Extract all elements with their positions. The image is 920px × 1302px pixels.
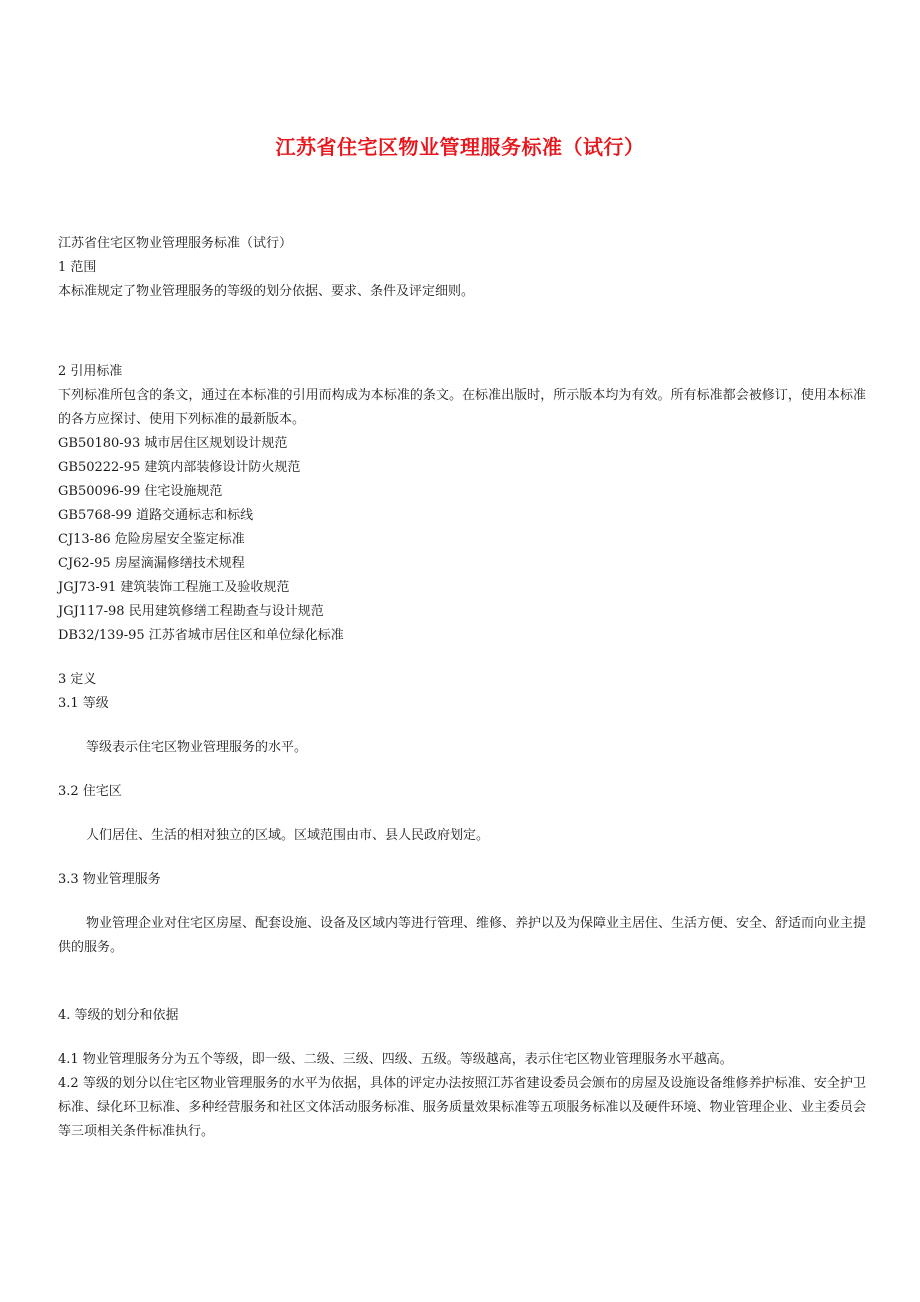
standard-item: JGJ73-91 建筑装饰工程施工及验收规范 — [58, 580, 290, 595]
section-2-heading: 2 引用标准 — [58, 364, 123, 379]
standard-item: GB5768-99 道路交通标志和标线 — [58, 508, 254, 523]
section-3-1-text: 等级表示住宅区物业管理服务的水平。 — [86, 740, 308, 755]
header-line: 江苏省住宅区物业管理服务标准（试行） — [58, 236, 293, 251]
standard-item: GB50180-93 城市居住区规划设计规范 — [58, 436, 288, 451]
section-3-2-text: 人们居住、生活的相对独立的区域。区域范围由市、县人民政府划定。 — [86, 828, 490, 843]
standard-item: GB50222-95 建筑内部装修设计防火规范 — [58, 460, 301, 475]
section-2-text: 下列标准所包含的条文，通过在本标准的引用而构成为本标准的条文。在标准出版时，所示版本均为有效。所有标准都会被修订，使用本标准的各方应探讨、使用下列标准的最新版本。 — [58, 388, 866, 427]
section-4-heading: 4. 等级的划分和依据 — [58, 1008, 179, 1023]
section-3-3-text: 物业管理企业对住宅区房屋、配套设施、设备及区域内等进行管理、维修、养护以及为保障业主居住、生活方便、安全、舒适而向业主提供的服务。 — [58, 916, 867, 955]
standard-item: CJ13-86 危险房屋安全鉴定标准 — [58, 532, 245, 547]
standard-item: DB32/139-95 江苏省城市居住区和单位绿化标准 — [58, 628, 344, 643]
standard-item: JGJ117-98 民用建筑修缮工程勘查与设计规范 — [58, 604, 324, 619]
section-3-heading: 3 定义 — [58, 672, 97, 687]
section-1-text: 本标准规定了物业管理服务的等级的划分依据、要求、条件及评定细则。 — [58, 284, 475, 299]
section-4-1-text: 4.1 物业管理服务分为五个等级，即一级、二级、三级、四级、五级。等级越高，表示住宅区物业管理服务水平越高。 — [58, 1052, 733, 1067]
document-title: 江苏省住宅区物业管理服务标准（试行） — [275, 135, 645, 159]
standard-item: CJ62-95 房屋滴漏修缮技术规程 — [58, 556, 245, 571]
section-3-3-heading: 3.3 物业管理服务 — [58, 872, 161, 887]
section-4-2-text: 4.2 等级的划分以住宅区物业管理服务的水平为依据，具体的评定办法按照江苏省建设委员会颁布的房屋及设施设备维修养护标准、安全护卫标准、绿化环卫标准、多种经营服务和社区文体活动服务标准、服务质量效果标准等五项服务标准以及硬件环境、物业管理企业、业主委员会等三项相关条件标准执行。 — [58, 1076, 866, 1139]
document-body — [58, 232, 866, 1144]
section-1-heading: 1 范围 — [58, 260, 97, 275]
standard-item: GB50096-99 住宅设施规范 — [58, 484, 223, 499]
section-3-2-heading: 3.2 住宅区 — [58, 784, 122, 799]
section-3-1-heading: 3.1 等级 — [58, 696, 109, 711]
